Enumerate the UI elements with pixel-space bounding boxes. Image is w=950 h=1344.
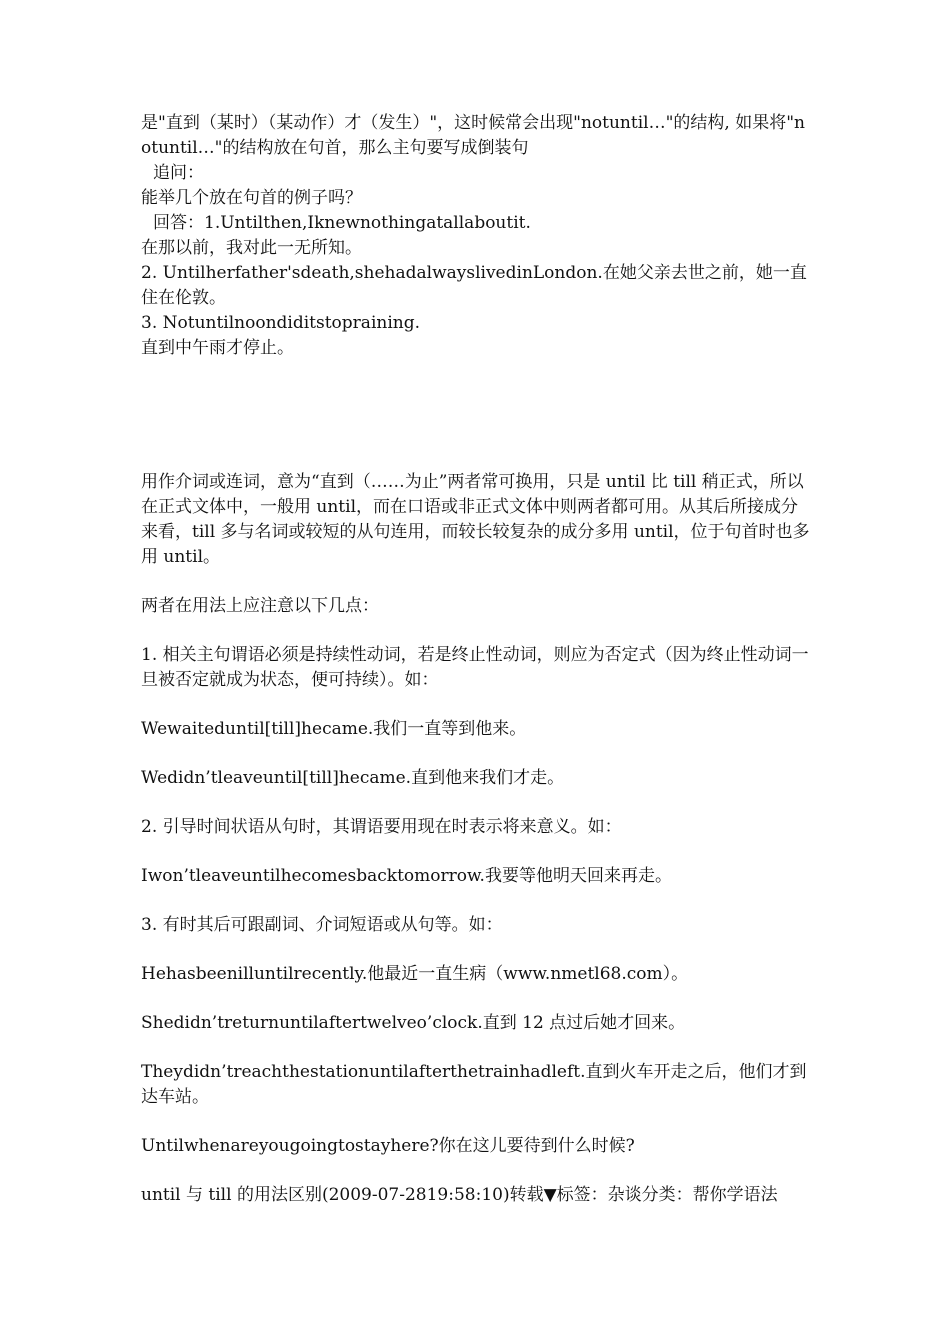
usage-overview-paragraph: 用作介词或连词，意为“直到（……为止”两者常可换用，只是 until 比 till 稍正式，所以在正式文体中，一般用 until，而在口语或非正式文体中则两者都可用。从其后所接成分来看，till 多与名词或较短的从句连用，而较长较复杂的成分多用 until，位于句首时也多用 until。	[141, 472, 810, 567]
follow-up-question: 能举几个放在句首的例子吗？	[141, 188, 362, 208]
example-sentence: Hehasbeenilluntilrecently.他最近一直生病（www.nmetl68.com）。	[141, 964, 689, 984]
usage-rule-3: 3. 有时其后可跟副词、介词短语或从句等。如：	[141, 915, 503, 935]
example-sentence: Wedidn’tleaveuntil[till]hecame.直到他来我们才走。	[141, 768, 565, 788]
example-sentence: Untilwhenareyougoingtostayhere?你在这儿要待到什么时候?	[141, 1136, 635, 1156]
blog-post-meta: until 与 till 的用法区别(2009-07-2819:58:10)转载▼标签：杂谈分类：帮你学语法	[141, 1185, 778, 1205]
document-body	[141, 111, 813, 1208]
example-sentence: Iwon’tleaveuntilhecomesbacktomorrow.我要等他明天回来再走。	[141, 866, 672, 886]
answer-example-3-translation: 直到中午雨才停止。	[141, 338, 294, 358]
answer-example-1: 回答：1.Untilthen,Iknewnothingatallaboutit.	[153, 213, 531, 233]
usage-rule-2: 2. 引导时间状语从句时，其谓语要用现在时表示将来意义。如：	[141, 817, 622, 837]
answer-example-2: 2. Untilherfather'sdeath,shehadalwayslivedinLondon.在她父亲去世之前，她一直住在伦敦。	[141, 263, 807, 308]
answer-example-1-translation: 在那以前，我对此一无所知。	[141, 238, 362, 258]
example-sentence: Wewaiteduntil[till]hecame.我们一直等到他来。	[141, 719, 527, 739]
follow-up-question-label: 追问：	[153, 163, 204, 183]
intro-paragraph: 是"直到（某时）（某动作）才（发生）"，这时候常会出现"notuntil…"的结构, 如果将"notuntil…"的结构放在句首，那么主句要写成倒装句	[141, 113, 805, 158]
example-sentence: Theydidn’treachthestationuntilafterthetrainhadleft.直到火车开走之后，他们才到达车站。	[141, 1062, 807, 1107]
example-sentence: Shedidn’treturnuntilaftertwelveo’clock.直到 12 点过后她才回来。	[141, 1013, 686, 1033]
usage-notes-heading: 两者在用法上应注意以下几点：	[141, 596, 379, 616]
answer-example-3: 3. Notuntilnoondiditstopraining.	[141, 313, 420, 333]
usage-rule-1: 1. 相关主句谓语必须是持续性动词，若是终止性动词，则应为否定式（因为终止性动词一旦被否定就成为状态，便可持续）。如：	[141, 645, 809, 690]
